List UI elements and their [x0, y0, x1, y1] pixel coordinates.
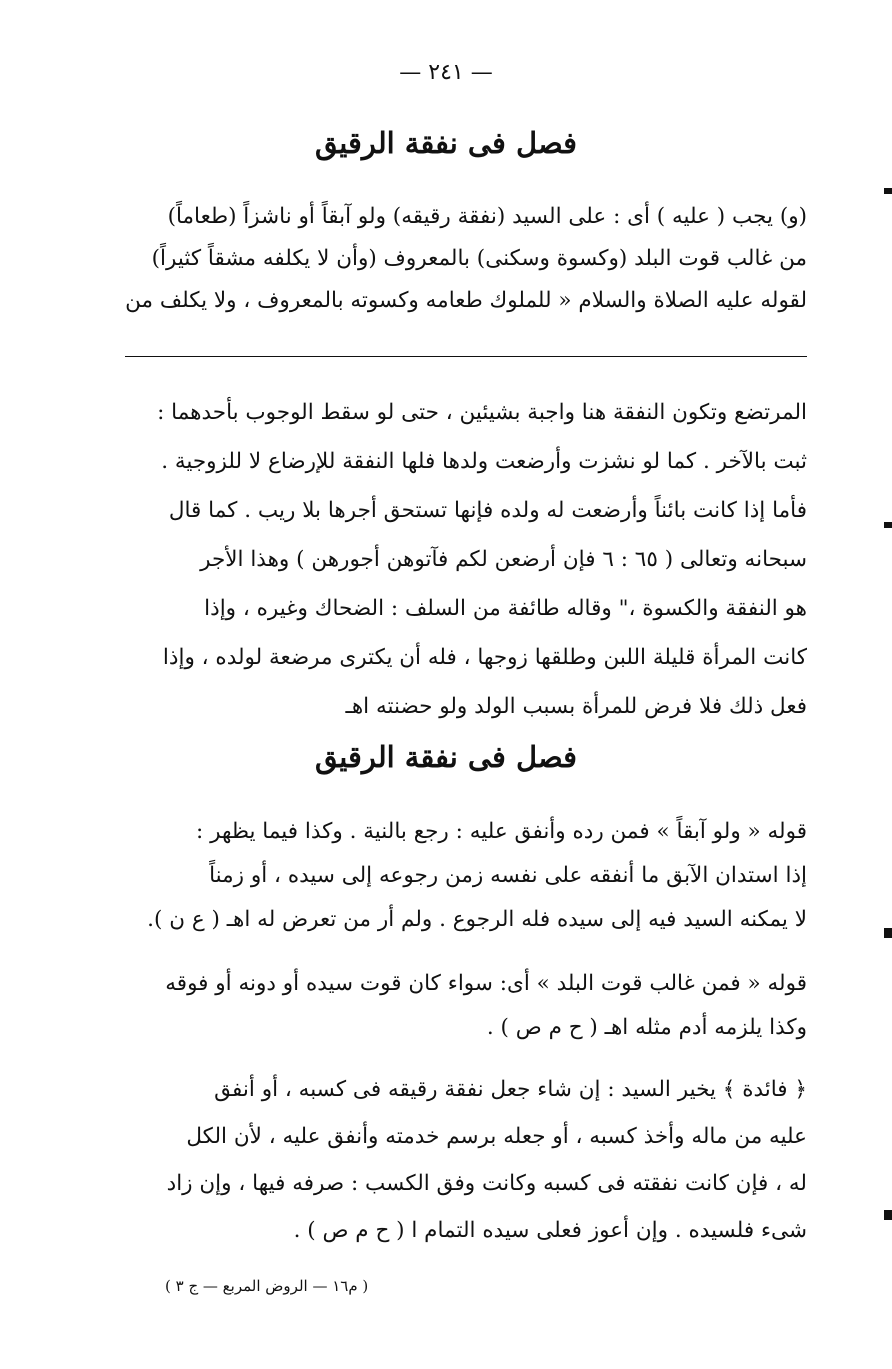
section-heading: فصل فى نفقة الرقيق: [315, 126, 577, 160]
commentary-line: فعل ذلك فلا فرض للمرأة بسبب الولد ولو حضنته اهـ: [345, 694, 807, 719]
main-text-line: لقوله عليه الصلاة والسلام « للملوك طعامه وكسوته بالمعروف ، ولا يكلف من: [125, 288, 807, 313]
commentary-line: المرتضع وتكون النفقة هنا واجبة بشيئين ، حتى لو سقط الوجوب بأحدهما :: [157, 400, 807, 425]
note-line: وكذا يلزمه أدم مثله اهـ ( ح م ص ) .: [486, 1015, 807, 1040]
note-line: قوله « ولو آبقاً » فمن رده وأنفق عليه : رجع بالنية . وكذا فيما يظهر :: [196, 819, 807, 844]
note-line: إذا استدان الآبق ما أنفقه على نفسه زمن رجوعه إلى سيده ، أو زمناً: [209, 863, 807, 888]
main-text-line: (و) يجب ( عليه ) أى : على السيد (نفقة رقيقه) ولو آبقاً أو ناشزاً (طعاماً): [167, 204, 807, 229]
note-line: ﴿ فائدة ﴾ يخير السيد : إن شاء جعل نفقة رقيقه فى كسبه ، أو أنفق: [214, 1077, 807, 1102]
margin-mark: [884, 522, 892, 528]
note-line: عليه من ماله وأخذ كسبه ، أو جعله برسم خدمته وأنفق عليه ، لأن الكل: [186, 1124, 807, 1149]
benefit-paragraph: [125, 1066, 807, 1254]
commentary-line: فأما إذا كانت بائناً وأرضعت له ولده فإنها تستحق أجرها بلا ريب . كما قال: [168, 498, 807, 523]
note-line: شىء فلسيده . وإن أعوز فعلى سيده التمام ا ( ح م ص ) .: [293, 1218, 807, 1243]
footnote-divider: [125, 356, 807, 357]
commentary-line: سبحانه وتعالى ( ٦٥ : ٦ فإن أرضعن لكم فآتوهن أجورهن ) وهذا الأجر: [200, 547, 807, 572]
note-paragraph: [125, 810, 807, 942]
note-line: لا يمكنه السيد فيه إلى سيده فله الرجوع . ولم أر من تعرض له اهـ ( ع ن ).: [147, 907, 807, 932]
margin-mark: [884, 928, 892, 938]
commentary-line: هو النفقة والكسوة ،" وقاله طائفة من السلف : الضحاك وغيره ، وإذا: [204, 596, 807, 621]
main-text-line: من غالب قوت البلد (وكسوة وسكنى) بالمعروف (وأن لا يكلفه مشقاً كثيراً): [151, 246, 807, 271]
signature-mark: ( م١٦ — الروض المربع — ج ٣ ): [165, 1277, 369, 1295]
main-text: [125, 196, 807, 322]
note-paragraph: [125, 962, 807, 1050]
commentary-heading: فصل فى نفقة الرقيق: [315, 740, 577, 774]
note-line: قوله « فمن غالب قوت البلد » أى: سواء كان قوت سيده أو دونه أو فوقه: [165, 971, 807, 996]
note-line: له ، فإن كانت نفقته فى كسبه وكانت وفق الكسب : صرفه فيها ، وإن زاد: [166, 1171, 807, 1196]
commentary-line: ثبت بالآخر . كما لو نشزت وأرضعت ولدها فلها النفقة للإرضاع لا للزوجية .: [161, 449, 807, 474]
margin-mark: [884, 188, 892, 194]
commentary-text: [125, 388, 807, 731]
commentary-line: كانت المرأة قليلة اللبن وطلقها زوجها ، فله أن يكترى مرضعة لولده ، وإذا: [162, 645, 807, 670]
margin-mark: [884, 1210, 892, 1220]
page-number: — ٢٤١ —: [399, 60, 493, 85]
